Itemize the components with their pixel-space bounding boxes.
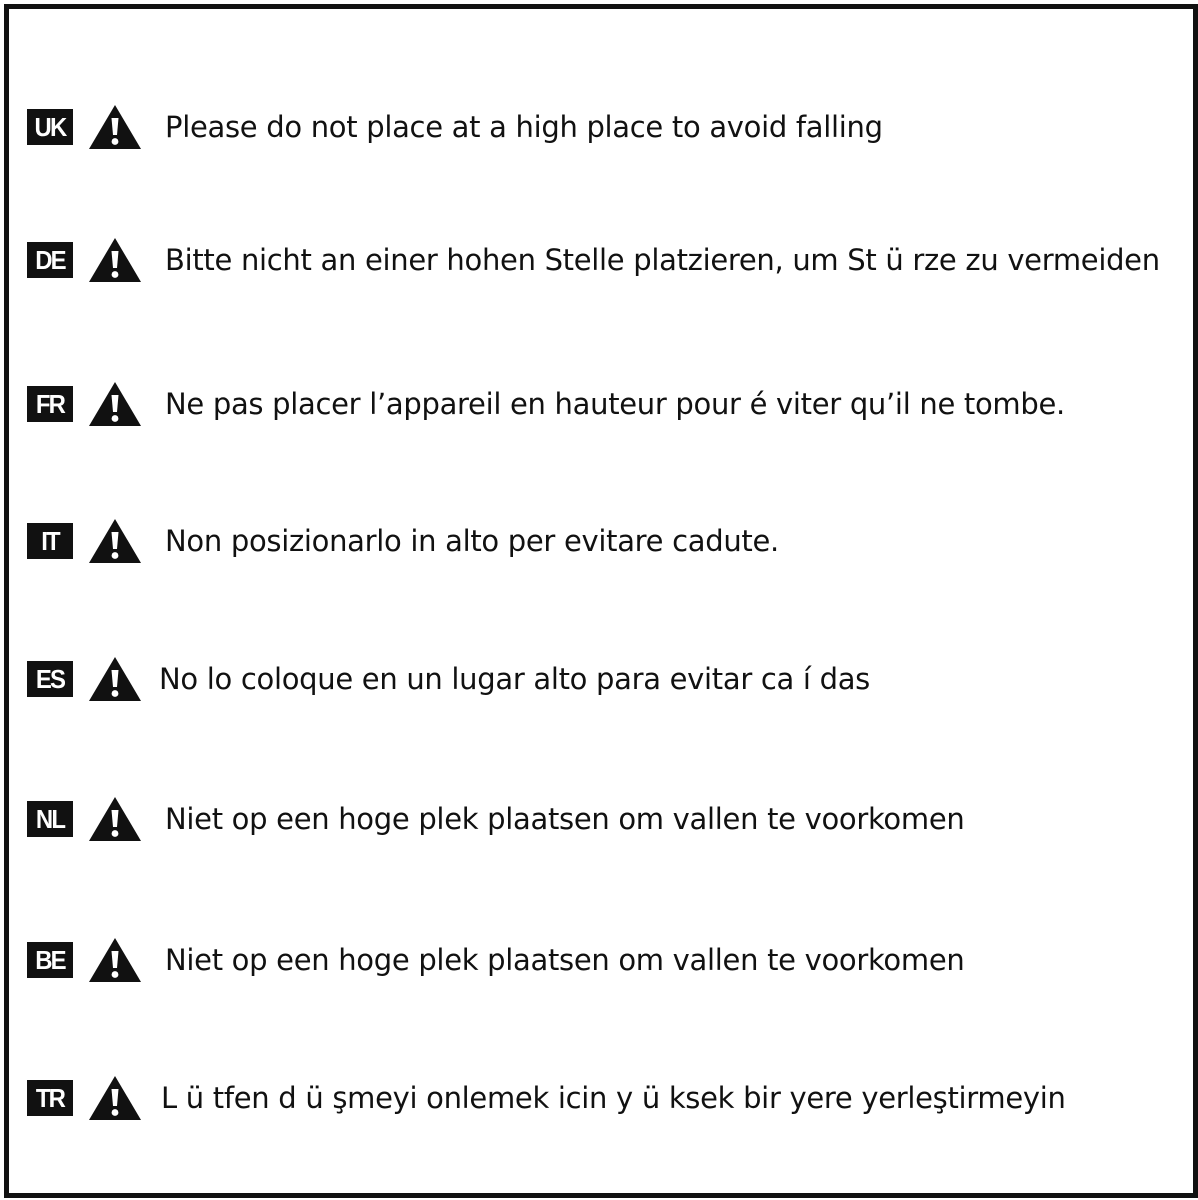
warning-row-be: [25, 934, 964, 986]
warning-triangle-icon: [87, 936, 143, 984]
warning-row-it: [25, 515, 779, 567]
warning-triangle-icon: [87, 655, 143, 703]
warning-triangle-icon: [87, 517, 143, 565]
warning-triangle-icon: [87, 103, 143, 151]
warning-label-frame: [4, 4, 1198, 1198]
warning-text-es: No lo coloque en un lugar alto para evitar ca í das: [159, 662, 870, 696]
warning-row-fr: [25, 378, 1065, 430]
warning-text-uk: Please do not place at a high place to avoid falling: [165, 110, 883, 144]
warning-triangle-icon: [87, 1074, 143, 1122]
warning-triangle-icon: [87, 380, 143, 428]
language-badge-tr: TR: [27, 1080, 73, 1116]
language-badge-it: IT: [27, 523, 73, 559]
language-badge-nl: NL: [27, 801, 73, 837]
warning-text-tr: L ü tfen d ü şmeyi onlemek icin y ü ksek bir yere yerleştirmeyin: [161, 1081, 1066, 1115]
language-badge-fr: FR: [27, 386, 73, 422]
warning-row-es: [25, 653, 870, 705]
warning-row-de: [25, 234, 1160, 286]
language-badge-be: BE: [27, 942, 73, 978]
warning-triangle-icon: [87, 236, 143, 284]
warning-text-be: Niet op een hoge plek plaatsen om vallen te voorkomen: [165, 943, 965, 977]
warning-row-tr: [25, 1072, 1066, 1124]
warning-text-de: Bitte nicht an einer hohen Stelle platzieren, um St ü rze zu vermeiden: [165, 243, 1160, 277]
language-badge-uk: UK: [27, 109, 73, 145]
warning-triangle-icon: [87, 795, 143, 843]
warning-text-fr: Ne pas placer l’appareil en hauteur pour é viter qu’il ne tombe.: [165, 387, 1065, 421]
warning-row-uk: [25, 101, 883, 153]
warning-text-it: Non posizionarlo in alto per evitare cadute.: [165, 524, 779, 558]
warning-row-nl: [25, 793, 964, 845]
warning-text-nl: Niet op een hoge plek plaatsen om vallen te voorkomen: [165, 802, 965, 836]
language-badge-de: DE: [27, 242, 73, 278]
language-badge-es: ES: [27, 661, 73, 697]
